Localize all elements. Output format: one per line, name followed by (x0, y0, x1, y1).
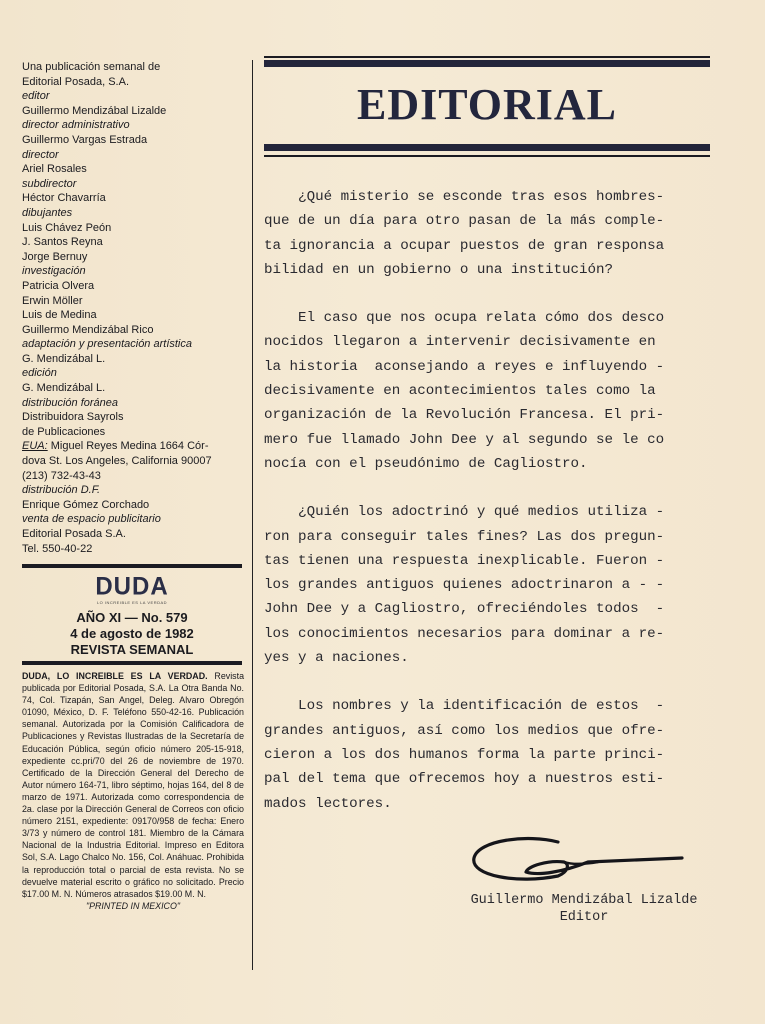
masthead-name: Luis de Medina (22, 309, 97, 322)
signer-role: Editor (559, 910, 609, 925)
editorial-paragraph (264, 306, 714, 476)
editorial-line: los grandes antiguos quienes adoctrinaron a - - (264, 577, 665, 594)
editorial-line: mados lectores. (264, 795, 392, 812)
masthead-name: Patricia Olvera (22, 279, 95, 292)
editorial-line: pal del tema que ofrecemos hoy a nuestros esti- (264, 771, 665, 788)
duda-top-rule (22, 564, 242, 568)
editorial-line: tas tienen una respuesta inexplicable. Fueron - (264, 552, 665, 569)
masthead-name: Ariel Rosales (22, 163, 87, 176)
duda-bottom-rule (22, 661, 242, 665)
masthead-name: J. Santos Reyna (22, 236, 103, 249)
editorial-line: grandes antiguos, así como los medios que ofre- (264, 722, 665, 739)
editorial-line: mero fue llamado John Dee y al segundo se le co (264, 431, 665, 448)
duda-date: 4 de agosto de 1982 (70, 626, 194, 641)
duda-issue: AÑO XI — No. 579 (76, 610, 188, 625)
editorial-line: organización de la Revolución Francesa. El pri- (264, 407, 665, 424)
editorial-paragraph (264, 500, 714, 670)
masthead-role: dibujantes (22, 206, 73, 219)
page-title: EDITORIAL (356, 80, 618, 129)
masthead-role: distribución foránea (22, 396, 119, 409)
masthead-name: G. Mendizábal L. (22, 382, 106, 395)
masthead-role: edición (22, 367, 57, 380)
duda-tagline: LO INCREIBLE ES LA VERDAD (96, 600, 168, 605)
signature-caption (444, 892, 724, 926)
editorial-line: ¿Quién los adoctrinó y qué medios utiliza - (264, 504, 665, 521)
editorial-line: El caso que nos ocupa relata cómo dos desco (264, 310, 665, 327)
legal-body: Revista publicada por Editorial Posada, S.A. La Otra Banda No. 74, Col. Tizapán, San Angel, Deleg. Alvaro Obregón 01090, México, D. F. Teléfono 550-42-16. Publicación semanal. Autorizada por la Comisión Calificadora de Publicaciones y Revistas Ilustradas de la Secretaría de Educación Pública, según oficio número 205-15-918, expediente cc.pri/70 del 26 de noviembre de 1970. Certificado de la Dirección General del Derecho de Autor número 164-71, libro séptimo, hojas 164, del 8 de marzo de 1971. Autorizada como correspondencia de 2a. clase por la Dirección General de Correos con oficio número 2151, expediente: 09170/958 de fecha: Enero 3/73 y número de control 181. Miembro de la Cámara Nacional de la Industria Editorial. Impreso en Editora Sol, S.A. Lago Chalco No. 156, Col. Anáhuac. Prohibida la reproducción total o parcial de esta revista. No se devuelve material escrito o gráfico no solicitado. Precio $17.00 M. N. Números atrasados $19.00 M. N. (22, 671, 244, 899)
editorial-body (264, 185, 714, 840)
masthead-role: distribución D.F. (22, 484, 101, 497)
eua-address-text: Miguel Reyes Medina 1664 Cór- (47, 440, 209, 453)
eua-address-line: dova St. Los Angeles, California 90007 (22, 455, 212, 468)
duda-box (22, 564, 242, 665)
title-bottom-thick-rule (264, 144, 710, 151)
masthead-name: Héctor Chavarría (22, 192, 106, 205)
masthead-role: investigación (22, 265, 86, 278)
editorial-line: decisivamente en acontecimientos tales como la (264, 383, 656, 400)
eua-label: EUA: (22, 440, 48, 453)
editorial-line: ¿Qué misterio se esconde tras esos hombres- (264, 189, 665, 205)
editorial-line: cieron a los dos humanos forma la parte princi- (264, 746, 665, 763)
masthead-name: Una publicación semanal de (22, 61, 161, 73)
editorial-line: ta ignorancia a ocupar puestos de gran responsa (264, 237, 665, 254)
title-top-thick-rule (264, 60, 710, 67)
duda-type: REVISTA SEMANAL (70, 642, 194, 657)
editorial-line: la historia aconsejando a reyes e influyendo - (264, 358, 665, 375)
editorial-line: nocía con el pseudónimo de Cagliostro. (264, 455, 588, 472)
masthead-name: Erwin Möller (22, 294, 83, 307)
title-top-thin-rule (264, 56, 710, 58)
legal-notice (22, 670, 244, 912)
masthead-name: G. Mendizábal L. (22, 352, 106, 365)
editorial-line: John Dee y a Cagliostro, ofreciéndoles todos - (264, 601, 665, 618)
masthead-role: subdirector (22, 177, 77, 190)
duda-logo: DUDA (95, 572, 169, 601)
masthead-name: Editorial Posada, S.A. (22, 75, 130, 88)
title-bottom-thin-rule (264, 155, 710, 157)
editorial-line: bilidad en un gobierno o una institución? (264, 261, 614, 278)
masthead-name: de Publicaciones (22, 425, 106, 438)
masthead-name: Jorge Bernuy (22, 250, 88, 263)
editorial-paragraph (264, 694, 714, 815)
eua-address-line (22, 439, 244, 454)
editorial-line: ron para conseguir tales fines? Las dos pregun- (264, 528, 665, 545)
masthead-name: Guillermo Vargas Estrada (22, 133, 148, 146)
masthead (22, 60, 244, 556)
masthead-role: adaptación y presentación artística (22, 338, 192, 351)
editorial-line: que de un día para otro pasan de la más comple- (264, 213, 665, 230)
editorial-line: Los nombres y la identificación de estos - (264, 698, 665, 715)
masthead-role: venta de espacio publicitario (22, 513, 161, 526)
masthead-name: Tel. 550-40-22 (22, 542, 93, 555)
masthead-name: Editorial Posada S.A. (22, 528, 126, 540)
masthead-role: director administrativo (22, 119, 130, 132)
editorial-line: nocidos llegaron a intervenir decisivamente en (264, 334, 656, 351)
legal-heading: DUDA, LO INCREIBLE ES LA VERDAD. (22, 671, 208, 681)
masthead-name: Luis Chávez Peón (22, 221, 112, 234)
masthead-name: Guillermo Mendizábal Lizalde (22, 104, 167, 117)
eua-address-line: (213) 732-43-43 (22, 469, 101, 482)
masthead-name: Distribuidora Sayrols (22, 411, 124, 424)
column-divider (252, 60, 253, 970)
editorial-line: yes y a naciones. (264, 650, 409, 667)
editorial-line: los conocimientos necesarios para dominar a re- (264, 625, 665, 642)
masthead-name: Enrique Gómez Corchado (22, 498, 150, 511)
handwritten-signature (468, 832, 688, 892)
editorial-paragraph (264, 185, 714, 282)
masthead-role: editor (22, 90, 50, 103)
printed-in-mexico: "PRINTED IN MEXICO" (85, 900, 181, 911)
masthead-name: Guillermo Mendizábal Rico (22, 323, 154, 336)
signer-name: Guillermo Mendizábal Lizalde (470, 893, 698, 908)
masthead-role: director (22, 148, 59, 161)
